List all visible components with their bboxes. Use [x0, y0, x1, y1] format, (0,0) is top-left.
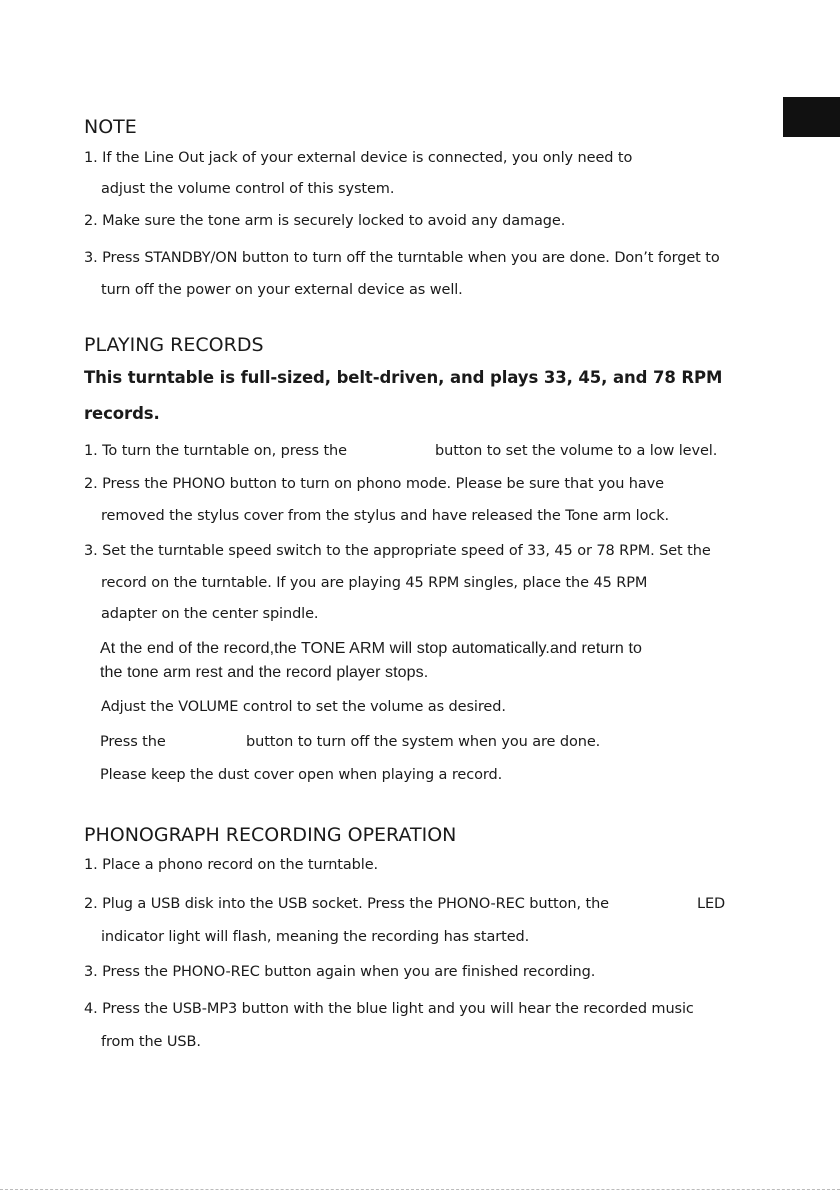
recording-step-4-cont: from the USB. — [101, 1034, 201, 1050]
playing-intro-line-2: records. — [84, 404, 160, 423]
playing-auto-stop-line-2: the tone arm rest and the record player stops. — [100, 664, 429, 681]
playing-step-2-cont: removed the stylus cover from the stylus and have released the Tone arm lock. — [101, 508, 670, 524]
note-item-2: 2. Make sure the tone arm is securely locked to avoid any damage. — [84, 213, 566, 229]
recording-step-1: 1. Place a phono record on the turntable. — [84, 857, 379, 873]
recording-step-3: 3. Press the PHONO-REC button again when you are finished recording. — [84, 964, 596, 980]
playing-step-3-cont-1: record on the turntable. If you are playing 45 RPM singles, place the 45 RPM — [101, 575, 648, 591]
playing-press-start: Press the — [100, 734, 166, 750]
page-bottom-rule — [0, 1189, 840, 1190]
note-item-3: 3. Press STANDBY/ON button to turn off the turntable when you are done. Don’t forget to — [84, 250, 720, 266]
note-item-3-cont: turn off the power on your external device as well. — [101, 282, 463, 298]
playing-step-2: 2. Press the PHONO button to turn on phono mode. Please be sure that you have — [84, 476, 664, 492]
playing-step-1-start: 1. To turn the turntable on, press the — [84, 443, 347, 459]
recording-step-2-cont: indicator light will flash, meaning the recording has started. — [101, 929, 530, 945]
playing-step-3-cont-2: adapter on the center spindle. — [101, 606, 319, 622]
playing-press-end: button to turn off the system when you are done. — [246, 734, 601, 750]
section-tab-marker — [783, 97, 840, 137]
recording-step-2-start: 2. Plug a USB disk into the USB socket. Press the PHONO-REC button, the — [84, 896, 609, 912]
recording-step-4: 4. Press the USB-MP3 button with the blue light and you will hear the recorded music — [84, 1001, 694, 1017]
recording-step-2-led: LED — [697, 896, 726, 912]
playing-heading: PLAYING RECORDS — [84, 334, 264, 356]
note-item-1-cont: adjust the volume control of this system. — [101, 181, 395, 197]
playing-step-1-end: button to set the volume to a low level. — [435, 443, 718, 459]
playing-dust-cover: Please keep the dust cover open when playing a record. — [100, 767, 503, 783]
playing-step-3: 3. Set the turntable speed switch to the appropriate speed of 33, 45 or 78 RPM. Set the — [84, 543, 711, 559]
recording-heading: PHONOGRAPH RECORDING OPERATION — [84, 824, 457, 846]
playing-adjust-volume: Adjust the VOLUME control to set the volume as desired. — [101, 699, 506, 715]
note-item-1: 1. If the Line Out jack of your external device is connected, you only need to — [84, 150, 633, 166]
playing-auto-stop-line-1: At the end of the record,the TONE ARM will stop automatically.and return to — [100, 640, 642, 657]
playing-intro-line-1: This turntable is full-sized, belt-driven, and plays 33, 45, and 78 RPM — [84, 368, 723, 387]
note-heading: NOTE — [84, 116, 137, 138]
